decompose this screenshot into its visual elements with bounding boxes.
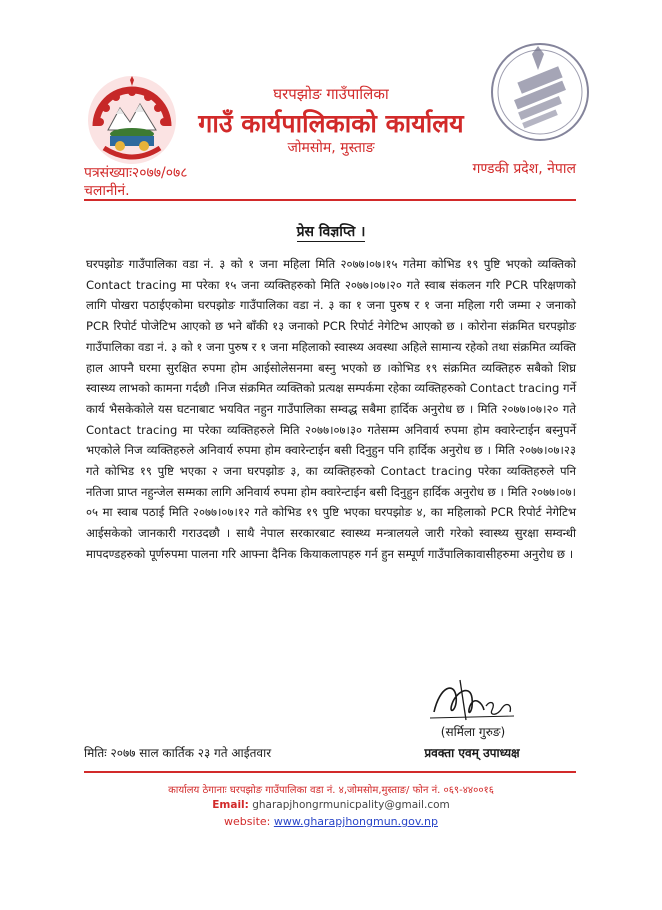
municipality-name: घरपझोङ गाउँपालिका — [273, 85, 389, 103]
dispatch-number: चलानीनं. — [84, 183, 130, 199]
office-name: गाउँ कार्यपालिकाको कार्यालय — [198, 109, 464, 138]
email-address[interactable]: gharapjhongrmunicpality@gmail.com — [252, 799, 450, 811]
signer-title: प्रवक्ता एवम् उपाध्यक्ष — [424, 746, 520, 760]
issue-date: मितिः २०७७ साल कार्तिक २३ गते आईतवार — [84, 746, 272, 760]
header-divider — [84, 199, 576, 201]
website-label: website: — [224, 815, 271, 828]
email-line — [0, 799, 662, 811]
office-location: जोमसोम, मुस्ताङ — [287, 140, 375, 156]
document-title-text: प्रेस विज्ञप्ति । — [296, 224, 366, 240]
office-address: कार्यालय ठेगानाः घरपझोङ गाउँपालिका वडा नं. ४,जोमसोम,मुस्ताङ/ फोन नं. ०६९-४४००१६ — [168, 785, 494, 796]
handwritten-signature — [426, 676, 518, 722]
reference-number: पत्रसंख्याः२०७७/०७८ — [84, 165, 188, 181]
document-title — [0, 222, 662, 241]
province-label: गण्डकी प्रदेश, नेपाल — [472, 161, 576, 177]
website-link[interactable]: www.gharapjhongmun.gov.np — [273, 815, 438, 828]
website-line — [0, 815, 662, 828]
email-label: Email: — [212, 799, 249, 811]
press-release-body: घरपझोङ गाउँपालिका वडा नं. ३ को १ जना महिला मिति २०७७।०७।१५ गतेमा कोभिड १९ पुष्टि भएको व्यक्तिको Contact tracing मा परेका १५ जना व्यक्तिहरुको मिति २०७७।०७।२० गते स्वाब संकलन गरि PCR परिक्षणको लागि पोखरा पठाईएकोमा घरपझोङ गाउँपालिका वडा नं. ३ का १ जना पुरुष र १ जना महिला गरी जम्मा २ जनाको PCR रिपोर्ट पोजेटिभ आएको छ भने बाँकी १३ जनाको PCR रिपोर्ट नेगेटिभ आएको छ । कोरोना संक्रमित घरपझोङ गाउँपालिका वडा नं. ३ को १ जना पुरुष र १ जना महिलाको स्वास्थ्य अवस्था अहिले सामान्य रहेको तथा संक्रमित व्यक्ति हाल आफ्नै घरमा सुरक्षित रुपमा होम आईसोलेसनमा बस्नु भएको छ ।कोभिड १९ संक्रमित व्यक्तिहरु सबैको शिघ्र स्वास्थ्य लाभको कामना गर्दछौ ।निज संक्रमित व्यक्तिको प्रत्यक्ष सम्पर्कमा रहेका व्यक्तिहरुको Contact tracing गर्ने कार्य भैसकेकोले यस घटनाबाट भयवित नहुन गाउँपालिका सम्वद्ध सबैमा हार्दिक अनुरोध छ । मिति २०७७।०७।२० गते Contact tracing मा परेका व्यक्तिहरुले मिति २०७७।०७।३० गतेसम्म अनिवार्य रुपमा होम क्वारेन्टाईन बस्नुपर्ने भएकोले निज व्यक्तिहरुले अनिवार्य रुपमा होम क्वारेन्टाईन बसी दिनुहुन पनि हार्दिक अनुरोध छ । मिति २०७७।०७।२३ गते कोभिड १९ पुष्टि भएका २ जना घरपझोङ ३, का व्यक्तिहरुको Contact tracing परेका व्यक्तिहरुले पनि नतिजा प्राप्त नहुन्जेल सम्मका लागि अनिवार्य रुपमा होम क्वारेन्टाईन बसी दिनुहुन हार्दिक अनुरोध छ । मिति २०७७।०७।०५ मा स्वाब पठाई मिति २०७७।०७।१२ गते कोभिड १९ पुष्टि भएका घरपझोङ ४, का महिलाको PCR रिपोर्ट नेगेटिभ आईसकेको जानकारी गराउदछौ । साथै नेपाल सरकारबाट स्वास्थ्य मन्त्रालयले जारी गरेको स्वास्थ्य सुरक्षा सम्वन्धी मापदण्डहरुको पूर्णरुपमा पालना गरि आफ्ना दैनिक कियाकलापहरु गर्न हुन सम्पूर्ण गाउँपालिकावासीहरुमा अनुरोध छ । — [86, 257, 576, 561]
signer-name: (सर्मिला गुरुङ) — [440, 725, 506, 739]
municipality-office-seal-icon — [488, 40, 592, 144]
footer-divider — [84, 771, 576, 773]
